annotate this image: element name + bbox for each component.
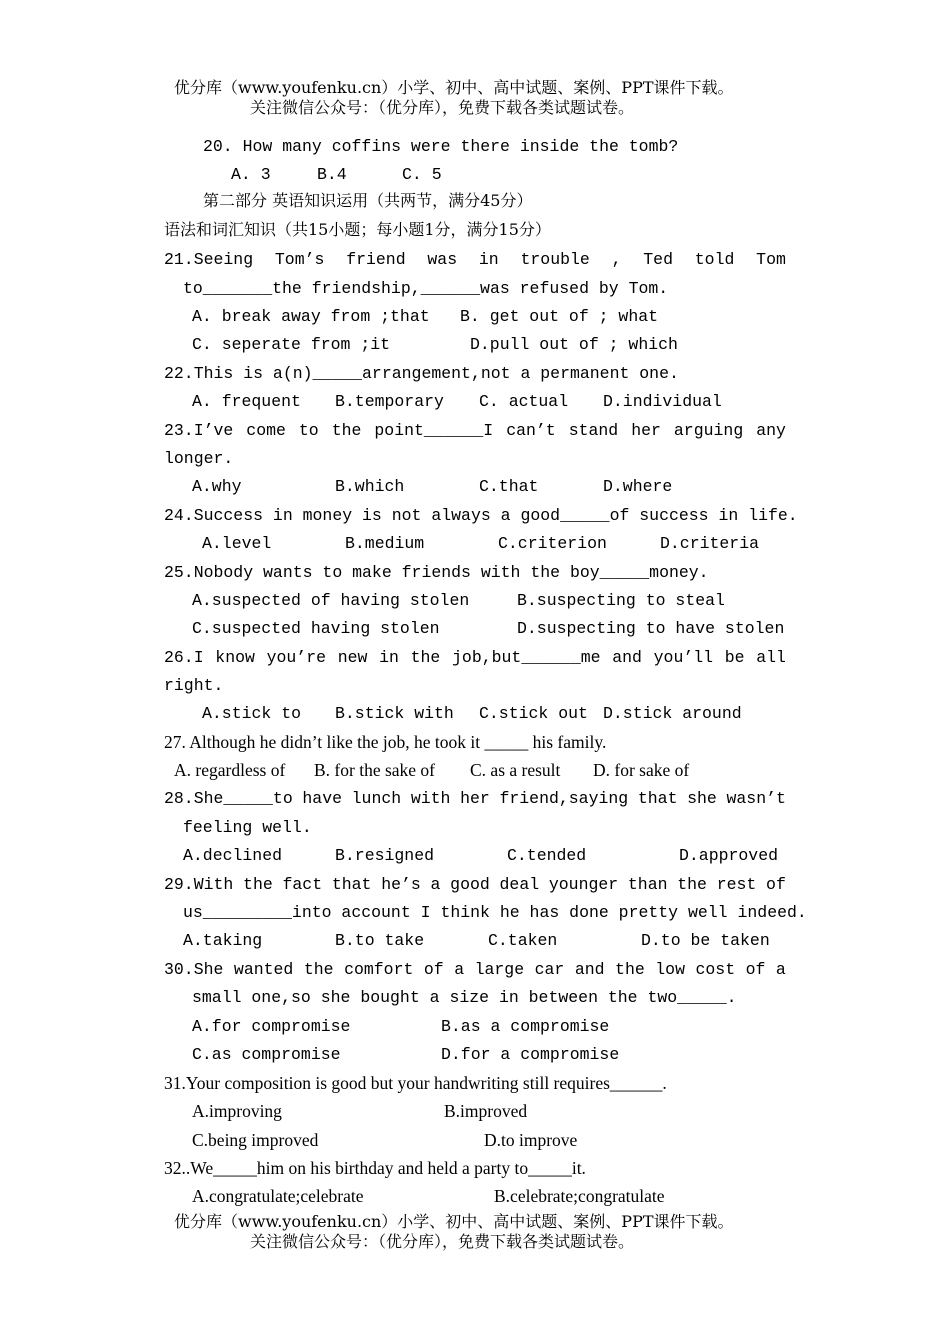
q28-line-2: feeling well. (183, 818, 312, 837)
q27-option-b: B. for the sake of (314, 760, 436, 780)
q28-option-b: B.resigned (335, 846, 435, 865)
q23-option-a: A.why (192, 477, 242, 496)
q30-option-c: C.as compromise (192, 1045, 341, 1064)
q24-option-b: B.medium (345, 534, 425, 553)
q20-option-a: A. 3 (231, 165, 271, 184)
q30-option-b: B.as a compromise (441, 1017, 610, 1036)
q28-option-c: C.tended (507, 846, 587, 865)
q28-line-1: 28.She_____to have lunch with her friend,saying that she wasn’t (164, 789, 786, 808)
q25-stem: 25.Nobody wants to make friends with the boy_____money. (164, 563, 709, 582)
q32-option-b: B.celebrate;congratulate (494, 1186, 665, 1206)
q28-option-a: A.declined (183, 846, 283, 865)
q29-option-c: C.taken (488, 931, 558, 950)
footer-line-1: 优分库（www.youfenku.cn）小学、初中、高中试题、案例、PPT课件下载。 (174, 1212, 734, 1231)
q31-option-b: B.improved (444, 1101, 528, 1121)
q23-line-1: 23.I’ve come to the point______I can’t stand her arguing any (164, 421, 786, 440)
q26-option-a: A.stick to (202, 704, 302, 723)
q25-option-a: A.suspected of having stolen (192, 591, 470, 610)
q32-stem: 32..We_____him on his birthday and held a party to_____it. (164, 1158, 586, 1178)
q22-option-a: A. frequent (192, 392, 301, 411)
q24-stem: 24.Success in money is not always a good_____of success in life. (164, 506, 798, 525)
q23-option-b: B.which (335, 477, 405, 496)
q27-stem: 27. Although he didn’t like the job, he took it _____ his family. (164, 732, 607, 752)
q30-line-1: 30.She wanted the comfort of a large car and the low cost of a (164, 960, 786, 979)
q31-option-c: C.being improved (192, 1130, 319, 1150)
q24-option-d: D.criteria (660, 534, 760, 553)
q21-option-c: C. seperate from ;it (192, 335, 391, 354)
q20-option-c: C. 5 (402, 165, 442, 184)
q26-option-d: D.stick around (603, 704, 742, 723)
q30-option-a: A.for compromise (192, 1017, 351, 1036)
q29-option-a: A.taking (183, 931, 263, 950)
q21-option-a: A. break away from ;that (192, 307, 430, 326)
q31-stem: 31.Your composition is good but your handwriting still requires______. (164, 1073, 667, 1093)
part2-title: 第二部分 英语知识运用（共两节，满分45分） (203, 191, 533, 210)
q31-option-a: A.improving (192, 1101, 282, 1121)
q29-line-1: 29.With the fact that he’s a good deal younger than the rest of (164, 875, 786, 894)
q26-line-1: 26.I know you’re new in the job,but______me and you’ll be all (164, 648, 786, 667)
q31-option-d: D.to improve (484, 1130, 578, 1150)
q29-option-d: D.to be taken (641, 931, 770, 950)
q23-option-c: C.that (479, 477, 539, 496)
q24-option-a: A.level (202, 534, 272, 553)
q22-stem: 22.This is a(n)_____arrangement,not a permanent one. (164, 364, 679, 383)
q22-option-c: C. actual (479, 392, 569, 411)
q28-option-d: D.approved (679, 846, 779, 865)
q25-option-d: D.suspecting to have stolen (517, 619, 785, 638)
q26-option-c: C.stick out (479, 704, 588, 723)
q29-line-2: us_________into account I think he has done pretty well indeed. (183, 903, 807, 922)
q20-option-b: B.4 (317, 165, 347, 184)
header-line-1: 优分库（www.youfenku.cn）小学、初中、高中试题、案例、PPT课件下载。 (174, 78, 734, 97)
q23-option-d: D.where (603, 477, 673, 496)
q23-line-2: longer. (164, 449, 234, 468)
q21-option-b: B. get out of ; what (460, 307, 659, 326)
q25-option-c: C.suspected having stolen (192, 619, 440, 638)
header-line-2: 关注微信公众号：（优分库），免费下载各类试题试卷。 (250, 98, 635, 117)
q24-option-c: C.criterion (498, 534, 607, 553)
q21-line-2: to_______the friendship,______was refused by Tom. (183, 279, 669, 298)
q30-option-d: D.for a compromise (441, 1045, 620, 1064)
footer-line-2: 关注微信公众号：（优分库），免费下载各类试题试卷。 (250, 1232, 635, 1251)
section1-title: 语法和词汇知识（共15小题；每小题1分，满分15分） (164, 220, 551, 239)
q30-line-2: small one,so she bought a size in between the two_____. (192, 988, 737, 1007)
q20-stem: 20. How many coffins were there inside the tomb? (203, 137, 679, 156)
q32-option-a: A.congratulate;celebrate (192, 1186, 364, 1206)
q21-line-1: 21.Seeing Tom’s friend was in trouble , Ted told Tom (164, 250, 786, 269)
q27-option-c: C. as a result (470, 760, 561, 780)
q22-option-b: B.temporary (335, 392, 444, 411)
q29-option-b: B.to take (335, 931, 425, 950)
q27-option-d: D. for sake of (593, 760, 690, 780)
q26-option-b: B.stick with (335, 704, 454, 723)
q26-line-2: right. (164, 676, 224, 695)
q27-option-a: A. regardless of (174, 760, 286, 780)
q25-option-b: B.suspecting to steal (517, 591, 725, 610)
q22-option-d: D.individual (603, 392, 722, 411)
q21-option-d: D.pull out of ; which (470, 335, 678, 354)
